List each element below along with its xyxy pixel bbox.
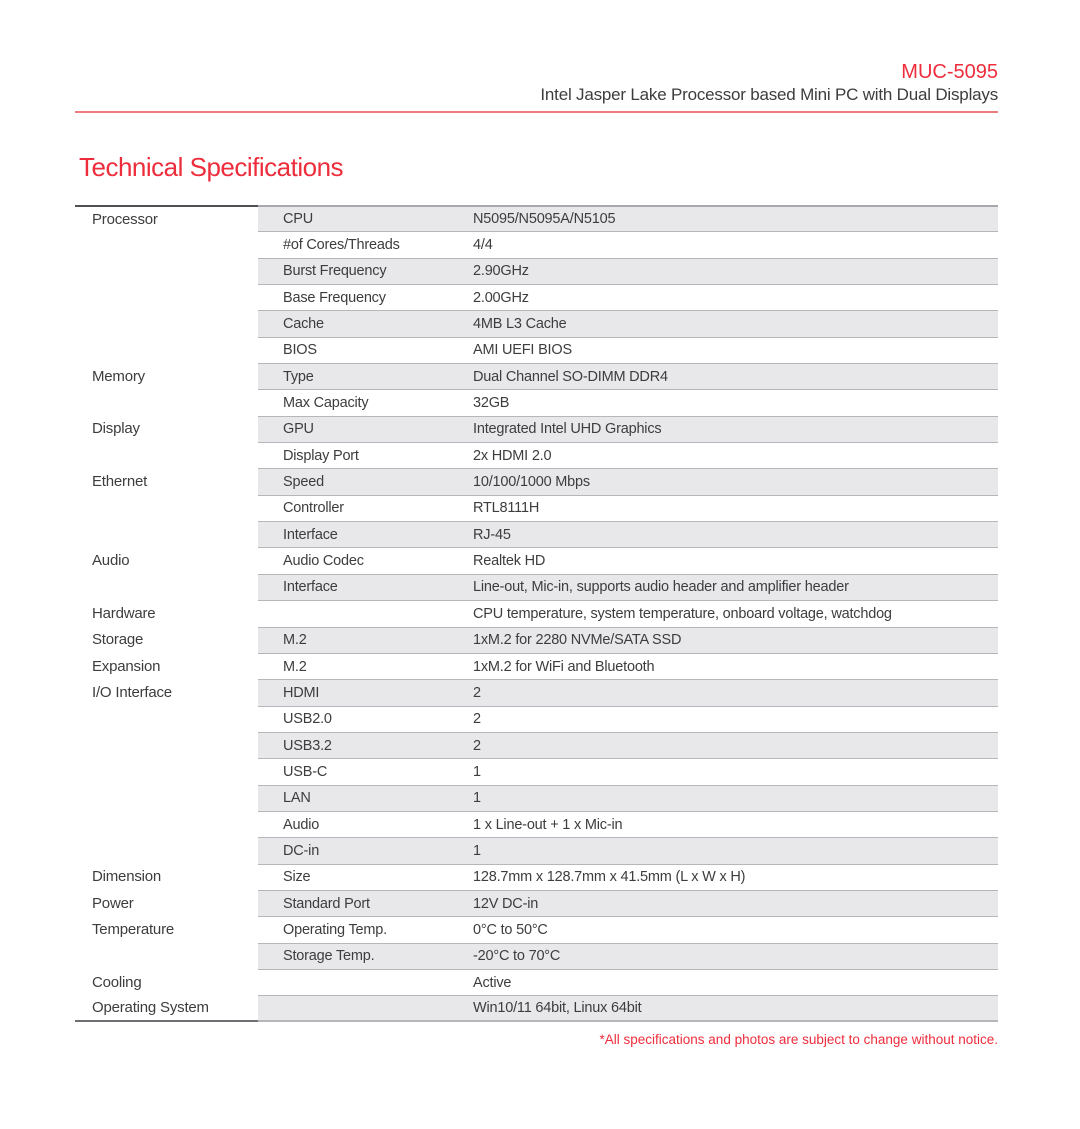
spec-band <box>258 284 998 310</box>
table-row <box>75 653 998 679</box>
table-row <box>75 969 998 995</box>
value-text: Integrated Intel UHD Graphics <box>473 421 662 438</box>
category-label: Memory <box>92 367 145 385</box>
table-row <box>75 706 998 732</box>
attribute-label: USB3.2 <box>283 737 332 754</box>
table-row <box>75 916 998 942</box>
spec-band <box>258 811 998 837</box>
table-row <box>75 521 998 547</box>
table-row <box>75 231 998 257</box>
category-label <box>75 310 258 336</box>
table-row <box>75 258 998 284</box>
table-row <box>75 758 998 784</box>
table-row <box>75 864 998 890</box>
attribute-label: Standard Port <box>283 895 370 912</box>
category-label <box>75 811 258 837</box>
spec-band <box>258 785 998 811</box>
value-text: 1 <box>473 842 481 859</box>
category-label: Storage <box>92 631 144 649</box>
attribute-label: DC-in <box>283 842 320 859</box>
spec-band <box>258 310 998 336</box>
attribute-label: Storage Temp. <box>283 948 375 965</box>
table-row <box>75 837 998 863</box>
table-row <box>75 363 998 389</box>
category-label: Dimension <box>92 868 162 886</box>
spec-band <box>258 758 998 784</box>
spec-band <box>258 706 998 732</box>
value-text: 2.00GHz <box>473 289 529 306</box>
spec-band <box>258 416 998 442</box>
value-text: 0°C to 50°C <box>473 921 548 938</box>
table-row <box>75 337 998 363</box>
spec-band <box>258 627 998 653</box>
table-row <box>75 310 998 336</box>
spec-band <box>258 653 998 679</box>
category-label: Expansion <box>92 657 161 675</box>
table-row <box>75 547 998 573</box>
category-label <box>75 284 258 310</box>
attribute-label: LAN <box>283 790 311 807</box>
table-row <box>75 495 998 521</box>
value-text: Dual Channel SO-DIMM DDR4 <box>473 368 668 385</box>
category-label: Audio <box>92 552 130 570</box>
category-label: Power <box>92 894 134 912</box>
attribute-label: CPU <box>283 211 314 228</box>
value-text: 2 <box>473 684 481 701</box>
table-row <box>75 389 998 415</box>
table-row <box>75 679 998 705</box>
value-text: Line-out, Mic-in, supports audio header and amplifier header <box>473 579 849 596</box>
value-text: RTL8111H <box>473 500 540 517</box>
category-label <box>75 943 258 969</box>
header-divider <box>75 111 998 113</box>
spec-band <box>258 442 998 468</box>
attribute-label: Type <box>283 368 314 385</box>
attribute-label: BIOS <box>283 342 317 359</box>
table-row <box>75 574 998 600</box>
spec-band <box>258 864 998 890</box>
table-row <box>75 442 998 468</box>
table-row <box>75 205 998 231</box>
category-label <box>75 337 258 363</box>
category-label <box>75 706 258 732</box>
spec-table <box>75 205 998 1022</box>
value-text: 1xM.2 for WiFi and Bluetooth <box>473 658 655 675</box>
attribute-label: Cache <box>283 316 324 333</box>
category-label: Hardware <box>92 604 156 622</box>
table-row <box>75 811 998 837</box>
spec-band <box>258 205 998 231</box>
category-label: I/O Interface <box>92 683 172 701</box>
attribute-label: Display Port <box>283 447 359 464</box>
disclaimer-note: *All specifications and photos are subject to change without notice. <box>599 1032 998 1047</box>
value-text: 4MB L3 Cache <box>473 316 567 333</box>
category-label <box>75 495 258 521</box>
value-text: Realtek HD <box>473 553 546 570</box>
spec-band <box>258 837 998 863</box>
value-text: Active <box>473 974 512 991</box>
attribute-label: Audio <box>283 816 320 833</box>
table-row <box>75 416 998 442</box>
attribute-label: HDMI <box>283 684 320 701</box>
spec-band <box>258 363 998 389</box>
category-label <box>75 785 258 811</box>
value-text: 128.7mm x 128.7mm x 41.5mm (L x W x H) <box>473 869 746 886</box>
spec-band <box>258 521 998 547</box>
spec-band <box>258 969 998 995</box>
section-title: Technical Specifications <box>79 152 344 182</box>
attribute-label: Speed <box>283 474 324 491</box>
spec-band <box>258 600 998 626</box>
value-text: AMI UEFI BIOS <box>473 342 572 359</box>
spec-band <box>258 995 998 1021</box>
spec-band <box>258 916 998 942</box>
category-label: Display <box>92 420 140 438</box>
category-label <box>75 389 258 415</box>
category-label <box>75 758 258 784</box>
attribute-label: Base Frequency <box>283 289 386 306</box>
attribute-label: USB-C <box>283 763 328 780</box>
attribute-label: Size <box>283 869 311 886</box>
table-row <box>75 468 998 494</box>
table-row <box>75 943 998 969</box>
value-text: 4/4 <box>473 237 493 254</box>
category-label <box>75 442 258 468</box>
value-text: 1xM.2 for 2280 NVMe/SATA SSD <box>473 632 682 649</box>
model-number: MUC-5095 <box>901 61 998 83</box>
attribute-label: Interface <box>283 526 338 543</box>
category-label: Operating System <box>75 995 258 1021</box>
category-label: Cooling <box>92 973 142 991</box>
category-label <box>75 837 258 863</box>
spec-band <box>258 943 998 969</box>
table-row <box>75 785 998 811</box>
spec-band <box>258 258 998 284</box>
value-text: 32GB <box>473 395 510 412</box>
category-label: Processor <box>75 205 258 231</box>
category-label: Ethernet <box>92 473 148 491</box>
table-row <box>75 732 998 758</box>
value-text: 1 <box>473 763 481 780</box>
value-text: Win10/11 64bit, Linux 64bit <box>473 999 642 1016</box>
spec-band <box>258 547 998 573</box>
value-text: 2x HDMI 2.0 <box>473 447 552 464</box>
spec-band <box>258 574 998 600</box>
value-text: 12V DC-in <box>473 895 539 912</box>
spec-band <box>258 389 998 415</box>
page-header <box>75 60 998 113</box>
spec-band <box>258 231 998 257</box>
value-text: 1 <box>473 790 481 807</box>
value-text: CPU temperature, system temperature, onboard voltage, watchdog <box>473 605 892 622</box>
attribute-label: USB2.0 <box>283 711 332 728</box>
spec-band <box>258 890 998 916</box>
attribute-label: M.2 <box>283 658 307 675</box>
product-subtitle: Intel Jasper Lake Processor based Mini PC with Dual Displays <box>540 85 998 104</box>
category-label <box>75 732 258 758</box>
spec-band <box>258 495 998 521</box>
value-text: 2 <box>473 737 481 754</box>
attribute-label: Interface <box>283 579 338 596</box>
attribute-label: M.2 <box>283 632 307 649</box>
category-label: Temperature <box>92 920 175 938</box>
attribute-label: GPU <box>283 421 314 438</box>
table-row <box>75 600 998 626</box>
value-text: 10/100/1000 Mbps <box>473 474 590 491</box>
attribute-label: Audio Codec <box>283 553 364 570</box>
value-text: N5095/N5095A/N5105 <box>473 211 616 228</box>
category-label <box>75 574 258 600</box>
value-text: -20°C to 70°C <box>473 948 561 965</box>
spec-band <box>258 732 998 758</box>
attribute-label: Controller <box>283 500 344 517</box>
table-row <box>75 890 998 916</box>
category-label <box>75 231 258 257</box>
category-label <box>75 521 258 547</box>
table-row <box>75 995 998 1021</box>
spec-band <box>258 337 998 363</box>
attribute-label: Max Capacity <box>283 395 369 412</box>
value-text: 2.90GHz <box>473 263 529 280</box>
table-row <box>75 627 998 653</box>
value-text: 2 <box>473 711 481 728</box>
attribute-label: Burst Frequency <box>283 263 387 280</box>
attribute-label: Operating Temp. <box>283 921 387 938</box>
table-row <box>75 284 998 310</box>
spec-band <box>258 468 998 494</box>
value-text: 1 x Line-out + 1 x Mic-in <box>473 816 623 833</box>
category-label <box>75 258 258 284</box>
spec-band <box>258 679 998 705</box>
attribute-label: #of Cores/Threads <box>283 237 400 254</box>
value-text: RJ-45 <box>473 526 511 543</box>
